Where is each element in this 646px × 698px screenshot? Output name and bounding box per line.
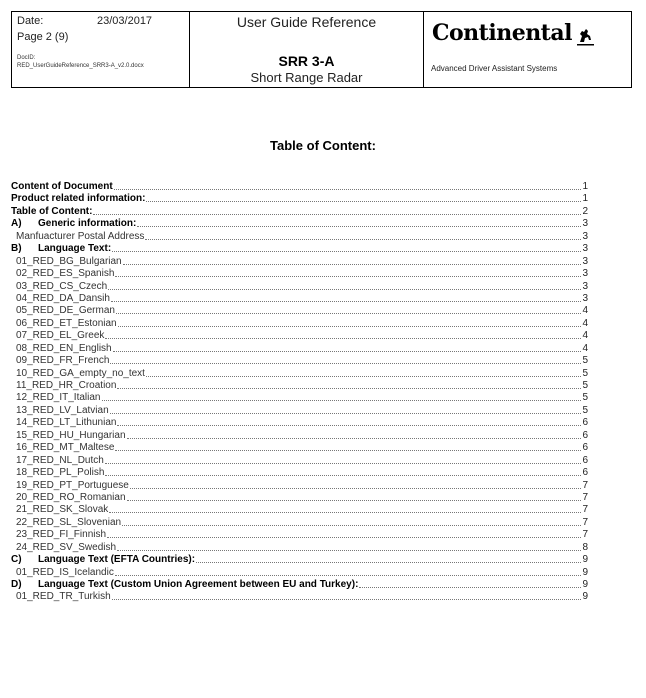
toc-entry[interactable] [11, 554, 588, 566]
toc-entry-page: 3 [582, 268, 588, 280]
horse-icon [575, 26, 595, 46]
toc-dot-leader [112, 591, 582, 600]
toc-dot-leader [109, 504, 581, 513]
toc-entry[interactable] [11, 405, 588, 417]
toc-entry-title: Language Text: [38, 243, 112, 255]
toc-entry[interactable] [11, 504, 588, 516]
toc-entry-page: 5 [582, 392, 588, 404]
toc-entry-title: Manfuacturer Postal Address [16, 230, 145, 242]
toc-entry-title: 09_RED_FR_French [16, 355, 110, 367]
toc-entry-page: 6 [582, 429, 588, 441]
product-desc: Short Range Radar [250, 70, 363, 85]
toc-entry-title: 20_RED_RO_Romanian [16, 491, 126, 503]
date-value: 23/03/2017 [97, 15, 153, 27]
toc-entry-prefix: B) [11, 243, 22, 255]
toc-heading: Table of Content: [270, 138, 376, 153]
toc-entry-title: 19_RED_PT_Portuguese [16, 479, 129, 491]
toc-entry-page: 6 [582, 454, 588, 466]
docid-value: RED_UserGuideReference_SRR3-A_v2.0.docx [17, 63, 144, 69]
toc-entry-title: 01_RED_IS_Icelandic [16, 566, 114, 578]
logo-text: Continental [432, 20, 572, 46]
toc-dot-leader [146, 193, 581, 202]
toc-dot-leader [115, 268, 581, 277]
toc-dot-leader [145, 231, 581, 240]
toc-entry[interactable] [11, 542, 588, 554]
toc-dot-leader [108, 281, 581, 290]
toc-entry[interactable] [11, 380, 588, 392]
toc-entry-title: 06_RED_ET_Estonian [16, 317, 117, 329]
continental-logo [432, 20, 595, 46]
toc-entry-title: Language Text (Custom Union Agreement between EU and Turkey): [38, 579, 359, 590]
toc-entry-page: 4 [582, 305, 588, 317]
toc-entry-title: Content of Document [11, 181, 113, 192]
toc-entry-title: 18_RED_PL_Polish [16, 467, 105, 479]
toc-entry-prefix: C) [11, 554, 22, 566]
toc-entry-prefix: A) [11, 218, 22, 230]
toc-entry-title: 23_RED_FI_Finnish [16, 529, 107, 541]
toc-entry[interactable] [11, 293, 588, 305]
toc-dot-leader [105, 467, 581, 476]
toc-entry-page: 5 [582, 404, 588, 416]
toc-entry-title: 15_RED_HU_Hungarian [16, 429, 126, 441]
toc-entry[interactable] [11, 355, 588, 367]
toc-entry-page: 7 [582, 491, 588, 503]
toc-entry-title: 02_RED_ES_Spanish [16, 268, 115, 280]
toc-entry-page: 5 [582, 355, 588, 367]
toc-entry-page: 5 [582, 380, 588, 391]
docid-label: DocID: [17, 55, 36, 61]
toc-entry-title: 17_RED_NL_Dutch [16, 454, 104, 466]
doc-title: User Guide Reference [236, 14, 377, 30]
product-name: SRR 3-A [278, 53, 335, 69]
toc-dot-leader [105, 330, 581, 339]
toc-entry[interactable] [11, 442, 588, 454]
toc-entry[interactable] [11, 281, 588, 293]
toc-entry[interactable] [11, 305, 588, 317]
toc-entry-page: 1 [582, 193, 588, 205]
toc-entry[interactable] [11, 567, 588, 579]
toc-entry-page: 2 [582, 205, 588, 217]
toc-entry-page: 6 [582, 467, 588, 479]
toc-entry-title: Generic information: [38, 218, 137, 230]
toc-entry-page: 6 [582, 442, 588, 454]
toc-entry[interactable] [11, 206, 588, 218]
toc-entry-page: 7 [582, 529, 588, 541]
toc-dot-leader [117, 380, 581, 389]
toc-dot-leader [112, 243, 581, 252]
toc-entry-page: 3 [582, 230, 588, 242]
toc-entry-page: 9 [582, 579, 588, 590]
toc-entry[interactable] [11, 455, 588, 467]
toc-entry[interactable] [11, 181, 588, 193]
toc-dot-leader [118, 318, 582, 327]
toc-entry-page: 7 [582, 516, 588, 528]
toc-entry-title: 12_RED_IT_Italian [16, 392, 101, 404]
header-title-cell [190, 12, 424, 87]
toc-entry-title: 04_RED_DA_Dansih [16, 292, 110, 304]
toc-entry-title: Table of Content: [11, 205, 93, 217]
toc-entry-title: 11_RED_HR_Croation [16, 380, 117, 391]
toc-entry-title: 10_RED_GA_empty_no_text [16, 367, 145, 379]
toc-entry-page: 4 [582, 317, 588, 329]
document-header [11, 11, 632, 88]
toc-dot-leader [105, 455, 582, 464]
toc-dot-leader [102, 392, 582, 401]
toc-entry[interactable] [11, 231, 588, 243]
toc-entry-page: 4 [582, 330, 588, 342]
toc-entry-title: 05_RED_DE_German [16, 305, 115, 317]
header-logo-cell [424, 12, 631, 87]
toc-dot-leader [117, 417, 581, 426]
toc-dot-leader [107, 529, 581, 538]
toc-entry[interactable] [11, 243, 588, 255]
toc-entry-title: 14_RED_LT_Lithunian [16, 417, 117, 429]
toc-entry-page: 3 [582, 243, 588, 255]
toc-dot-leader [146, 368, 581, 377]
toc-dot-leader [93, 206, 581, 215]
toc-entry-page: 7 [582, 504, 588, 516]
toc-entry-page: 4 [582, 342, 588, 354]
toc-entry-page: 9 [582, 566, 588, 578]
toc-entry[interactable] [11, 256, 588, 268]
toc-entry[interactable] [11, 193, 588, 205]
toc-entry-page: 5 [582, 367, 588, 379]
toc-entry-page: 6 [582, 417, 588, 429]
toc-entry-title: Language Text (EFTA Countries): [38, 554, 196, 566]
toc-dot-leader [110, 405, 582, 414]
date-label: Date: [17, 15, 44, 27]
toc-entry-title: 07_RED_EL_Greek [16, 330, 105, 342]
toc-dot-leader [127, 492, 582, 501]
toc-dot-leader [196, 554, 581, 563]
toc-dot-leader [359, 579, 581, 588]
toc-entry-title: 03_RED_CS_Czech [16, 280, 108, 292]
toc-dot-leader [117, 542, 581, 551]
toc-entry[interactable] [11, 517, 588, 529]
toc-entry-page: 9 [582, 591, 588, 603]
toc-entry[interactable] [11, 218, 588, 230]
toc-entry-title: 21_RED_SK_Slovak [16, 504, 109, 516]
toc-dot-leader [115, 442, 581, 451]
toc-entry-title: 16_RED_MT_Maltese [16, 442, 115, 454]
toc-entry[interactable] [11, 467, 588, 479]
toc-entry-title: 08_RED_EN_English [16, 342, 112, 354]
toc-entry-title: 22_RED_SL_Slovenian [16, 516, 122, 528]
toc-entry[interactable] [11, 492, 588, 504]
toc-entry-page: 7 [582, 479, 588, 491]
toc-entry-title: 01_RED_BG_Bulgarian [16, 255, 122, 267]
toc-dot-leader [122, 517, 581, 526]
toc-entry-page: 1 [582, 181, 588, 192]
toc-entry-page: 3 [582, 292, 588, 304]
page-info: Page 2 (9) [17, 31, 69, 43]
toc-entry-page: 8 [582, 541, 588, 553]
toc-dot-leader [116, 305, 582, 314]
toc-entry[interactable] [11, 268, 588, 280]
table-of-contents [11, 181, 588, 604]
toc-dot-leader [111, 293, 581, 302]
toc-entry-page: 3 [582, 255, 588, 267]
toc-entry[interactable] [11, 330, 588, 342]
toc-entry[interactable] [11, 318, 588, 330]
toc-dot-leader [114, 181, 582, 190]
toc-entry[interactable] [11, 368, 588, 380]
toc-entry-page: 3 [582, 218, 588, 230]
toc-entry-title: 01_RED_TR_Turkish [16, 591, 111, 603]
toc-entry[interactable] [11, 430, 588, 442]
toc-entry-page: 3 [582, 280, 588, 292]
toc-dot-leader [137, 218, 581, 227]
toc-entry[interactable] [11, 480, 588, 492]
toc-entry[interactable] [11, 417, 588, 429]
toc-dot-leader [127, 430, 582, 439]
toc-entry[interactable] [11, 392, 588, 404]
toc-dot-leader [130, 480, 582, 489]
toc-entry[interactable] [11, 529, 588, 541]
toc-dot-leader [115, 567, 582, 576]
header-meta-cell [12, 12, 190, 87]
toc-entry-page: 9 [582, 554, 588, 566]
toc-entry-title: 13_RED_LV_Latvian [16, 404, 109, 416]
division-name: Advanced Driver Assistant Systems [431, 64, 558, 73]
toc-dot-leader [113, 343, 582, 352]
toc-entry-prefix: D) [11, 579, 22, 590]
toc-entry-title: Product related information: [11, 193, 146, 205]
toc-entry[interactable] [11, 591, 588, 603]
toc-dot-leader [123, 256, 582, 265]
toc-dot-leader [110, 355, 581, 364]
toc-entry[interactable] [11, 579, 588, 591]
toc-entry[interactable] [11, 343, 588, 355]
toc-entry-title: 24_RED_SV_Swedish [16, 541, 117, 553]
